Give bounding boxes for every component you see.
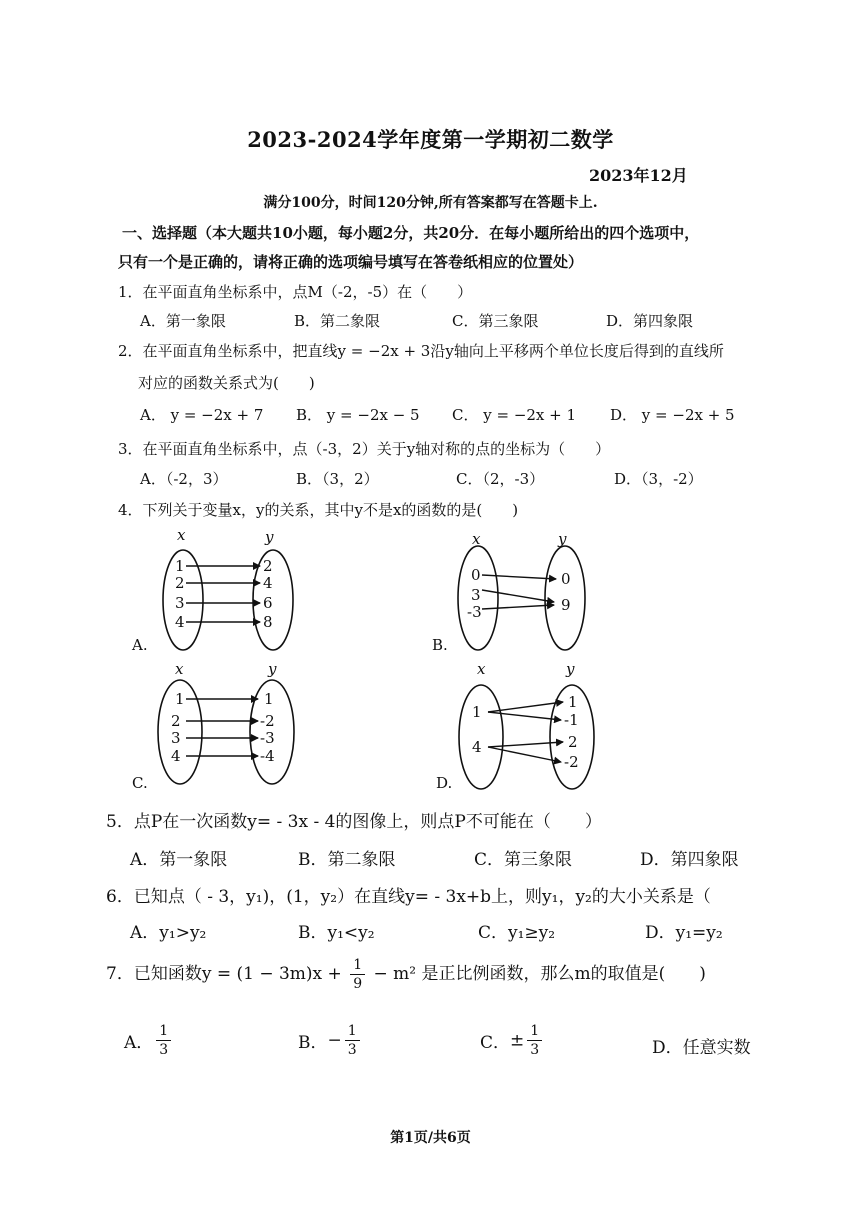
q5-option-d: D．第四象限: [640, 850, 739, 870]
diagram-c-y-value: -2: [260, 712, 275, 730]
q7-fraction-denominator: 9: [353, 976, 363, 992]
q7-option-a-numerator: 1: [156, 1024, 171, 1041]
q7-option-d: D．任意实数: [652, 1038, 751, 1058]
diagram-b-y-value: 9: [561, 596, 571, 614]
q2-option-c: C． y = −2x + 1: [452, 406, 577, 424]
q6-option-a: A．y₁>y₂: [130, 923, 207, 943]
q7-option-c-sign: ±: [510, 1030, 525, 1051]
q6-option-d: D．y₁=y₂: [645, 923, 723, 943]
q4-stem: 4．下列关于变量x，y的关系，其中y不是x的函数的是( ): [118, 501, 519, 519]
q5-option-a: A．第一象限: [130, 850, 228, 870]
diagram-c-y-value: -3: [260, 729, 275, 747]
diagram-c-x-value: 1: [175, 690, 185, 708]
diagram-a-y-value: 8: [263, 613, 273, 631]
section-heading-line2: 只有一个是正确的，请将正确的选项编号填写在答卷纸相应的位置处）: [118, 253, 584, 271]
q6-stem: 6．已知点（ - 3，y₁)，(1，y₂）在直线y= - 3x+b上，则y₁，y₂的大小关系是（: [106, 887, 711, 907]
diagram-d-label: D.: [436, 774, 453, 792]
q7-option-c-label: C．: [480, 1033, 511, 1053]
q7-option-b-numerator: 1: [345, 1024, 360, 1041]
diagram-d-y-value: -2: [564, 753, 579, 771]
q7-option-b-label: B．: [298, 1033, 328, 1053]
diagram-b-x-value: 3: [471, 586, 481, 604]
diagram-d-y-axis: y: [566, 660, 575, 678]
diagram-b-y-axis: y: [558, 530, 567, 548]
q7-option-a: [124, 1024, 174, 1057]
diagram-a-x-value: 3: [175, 594, 185, 612]
q6-option-b: B．y₁<y₂: [298, 923, 375, 943]
diagram-d-x-value: 4: [472, 738, 482, 756]
diagram-d-y-value: 2: [568, 733, 578, 751]
exam-info: 满分100分，时间120分钟,所有答案都写在答题卡上.: [263, 195, 598, 211]
diagram-c-x-value: 3: [171, 729, 181, 747]
q5-option-b: B．第二象限: [298, 850, 396, 870]
diagram-c-x-value: 4: [171, 747, 181, 765]
q2-stem-line1: 2．在平面直角坐标系中，把直线y = −2x + 3沿y轴向上平移两个单位长度后得到的直线所: [118, 342, 724, 360]
diagram-a-y-value: 2: [263, 557, 273, 575]
diagram-c-x-value: 2: [171, 712, 181, 730]
q1-option-a: A．第一象限: [140, 312, 226, 330]
diagram-d-x-value: 1: [472, 703, 482, 721]
q1-option-c: C．第三象限: [452, 312, 539, 330]
diagram-b-x-value: -3: [467, 603, 482, 621]
diagram-a-label: A.: [132, 636, 148, 654]
diagram-a-y-value: 6: [263, 594, 273, 612]
q5-option-c: C．第三象限: [474, 850, 573, 870]
q7-option-c-numerator: 1: [527, 1024, 542, 1041]
q3-option-c: C．（2，-3）: [456, 470, 545, 488]
q7-option-b-denominator: 3: [347, 1042, 357, 1058]
q3-option-a: A．（-2，3）: [140, 470, 228, 488]
diagram-d-y-value: 1: [568, 693, 578, 711]
diagram-a-x-value: 4: [175, 613, 185, 631]
q7-stem: [106, 958, 706, 991]
diagram-a-x-axis: x: [177, 526, 186, 544]
q6-option-c: C．y₁≥y₂: [478, 923, 556, 943]
diagram-b-y-value: 0: [561, 570, 571, 588]
q7-option-c: [480, 1024, 545, 1057]
q1-option-d: D．第四象限: [606, 312, 694, 330]
diagram-b-x-axis: x: [472, 530, 481, 548]
diagram-d-y-value: -1: [564, 711, 579, 729]
diagram-a-x-value: 2: [175, 574, 185, 592]
diagram-a-y-value: 4: [263, 574, 273, 592]
q3-option-d: D．（3，-2）: [614, 470, 703, 488]
diagram-c-label: C.: [132, 774, 148, 792]
diagram-a-y-axis: y: [265, 528, 274, 546]
q7-stem-prefix: 7．已知函数y = (1 − 3m)x +: [106, 964, 342, 984]
diagram-c-y-axis: y: [268, 660, 277, 678]
q7-option-c-denominator: 3: [530, 1042, 540, 1058]
q2-option-a: A． y = −2x + 7: [140, 406, 264, 424]
diagram-c-y-value: -4: [260, 747, 275, 765]
q2-stem-line2: 对应的函数关系式为( ): [138, 374, 315, 392]
q5-stem: 5．点P在一次函数y= - 3x - 4的图像上，则点P不可能在（ ）: [106, 812, 602, 832]
page-number: 第1页/共6页: [390, 1130, 471, 1146]
q7-stem-fraction: [350, 958, 365, 991]
q7-option-b: [298, 1024, 363, 1057]
diagram-c-y-value: 1: [264, 690, 274, 708]
q2-option-b: B． y = −2x − 5: [296, 406, 420, 424]
q2-option-d: D． y = −2x + 5: [610, 406, 735, 424]
q3-stem: 3．在平面直角坐标系中，点（-3，2）关于y轴对称的点的坐标为（ ）: [118, 440, 611, 458]
exam-date: 2023年12月: [589, 166, 688, 185]
diagram-c-x-axis: x: [175, 660, 184, 678]
diagram-b-x-value: 0: [471, 566, 481, 584]
q7-option-a-denominator: 3: [159, 1042, 169, 1058]
q7-option-a-label: A．: [124, 1033, 154, 1053]
q1-stem: 1．在平面直角坐标系中，点M（-2，-5）在（ ）: [118, 283, 473, 301]
diagram-b-label: B.: [432, 636, 448, 654]
q3-option-b: B．（3，2）: [296, 470, 379, 488]
q7-option-b-sign: −: [327, 1030, 342, 1051]
q1-option-b: B．第二象限: [294, 312, 381, 330]
diagram-a-x-value: 1: [175, 557, 185, 575]
diagram-d-x-axis: x: [477, 660, 486, 678]
q7-fraction-numerator: 1: [350, 958, 365, 975]
page-title: 2023-2024学年度第一学期初二数学: [247, 127, 614, 152]
q7-stem-suffix: − m² 是正比例函数，那么m的取值是( ): [373, 964, 706, 984]
q4-mapping-diagrams: [120, 522, 760, 797]
section-heading-line1: 一、选择题（本大题共10小题，每小题2分，共20分．在每小题所给出的四个选项中，: [122, 224, 700, 242]
